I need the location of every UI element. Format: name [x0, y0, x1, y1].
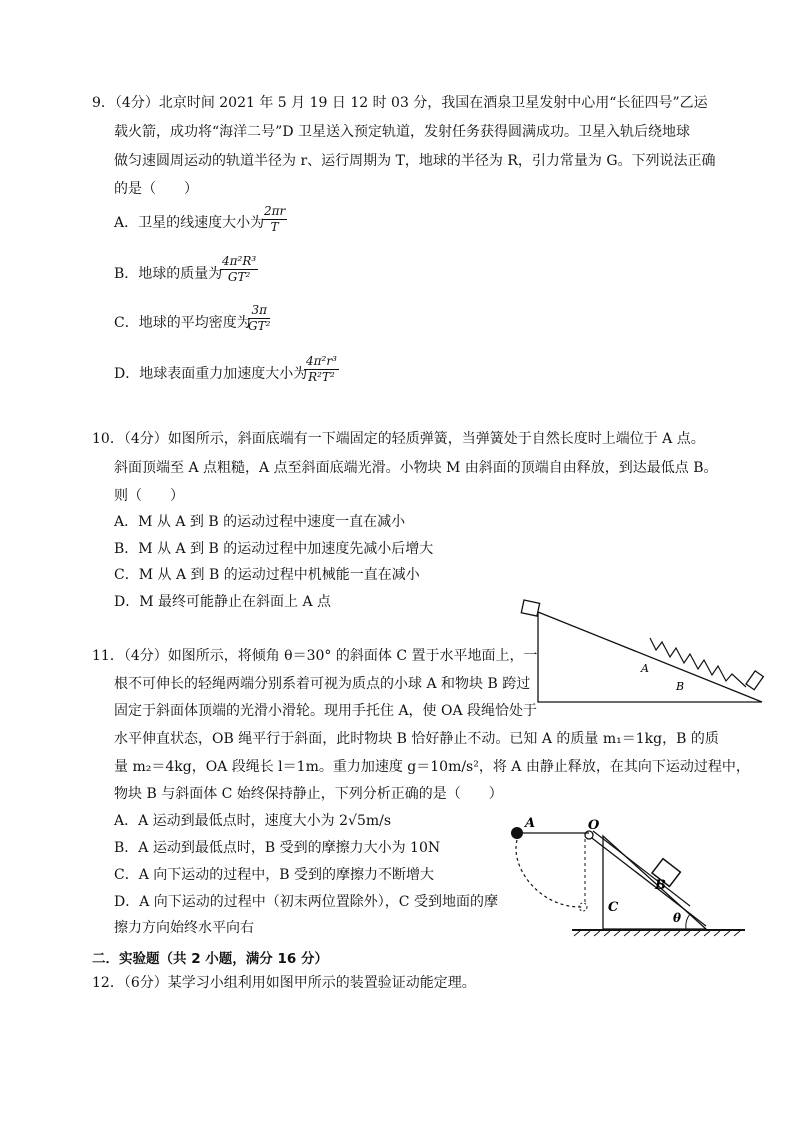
q9-option-a-fraction — [262, 204, 287, 235]
label-a: A — [525, 816, 536, 831]
q11-option-d: D．A 向下运动的过程中（初末两位置除外），C 受到地面的摩 — [114, 894, 498, 910]
label-a: A — [641, 662, 649, 675]
q10-option-b: B．M 从 A 到 B 的运动过程中加速度先减小后增大 — [114, 541, 434, 557]
q11-option-a: A．A 运动到最低点时，速度大小为 2√5m/s — [114, 813, 392, 829]
block-m — [521, 600, 539, 616]
label-o: O — [588, 818, 600, 833]
q10-option-d: D．M 最终可能静止在斜面上 A 点 — [114, 594, 332, 610]
q9-line-1: 9．（4分）北京时间 2021 年 5 月 19 日 12 时 03 分，我国在酒泉卫星发射中心用“长征四号”乙运 — [92, 95, 708, 111]
q11-line-3: 固定于斜面体顶端的光滑小滑轮。现用手托住 A，使 OA 段绳恰处于 — [114, 703, 538, 719]
end-stop — [746, 671, 763, 690]
q9-option-a: A．卫星的线速度大小为 — [114, 215, 265, 231]
incline-surface — [588, 835, 706, 926]
q11-option-c: C．A 向下运动的过程中，B 受到的摩擦力不断增大 — [114, 867, 435, 883]
q9-line-2: 载火箭，成功将“海洋二号”D 卫星送入预定轨道，发射任务获得圆满成功。卫星入轨后绕地球 — [114, 124, 690, 140]
q11-line-6: 物块 B 与斜面体 C 始终保持静止，下列分析正确的是（ ） — [114, 786, 503, 802]
q9-line-3: 做匀速圆周运动的轨道半径为 r、运行周期为 T，地球的半径为 R，引力常量为 G。下列说法正确 — [114, 153, 716, 169]
fraction-numerator: 4π²R³ — [222, 254, 257, 268]
q10-incline-figure — [510, 590, 770, 710]
ball-a — [511, 827, 523, 839]
fraction-denominator: GT² — [248, 319, 271, 333]
fraction-denominator: R²T² — [308, 370, 335, 384]
q9-option-b-fraction — [220, 254, 258, 285]
label-c: C — [608, 900, 619, 915]
section-title: 二．实验题（共 2 小题，满分 16 分） — [92, 951, 328, 967]
q11-line-4: 水平伸直状态，OB 绳平行于斜面，此时物块 B 恰好静止不动。已知 A 的质量 m₁＝1kg，B 的质 — [114, 731, 719, 747]
q11-pulley-figure — [500, 808, 760, 940]
q11-option-b: B．A 运动到最低点时，B 受到的摩擦力大小为 10N — [114, 840, 441, 856]
q11-line-5: 量 m₂＝4kg，OA 段绳长 l＝1m。重力加速度 g＝10m/s²，将 A 由静止释放，在其向下运动过程中， — [114, 759, 750, 775]
incline-outline — [538, 612, 762, 702]
fraction-denominator: GT² — [227, 270, 251, 284]
q10-option-c: C．M 从 A 到 B 的运动过程中机械能一直在减小 — [114, 567, 420, 583]
angle-arc — [686, 914, 690, 929]
q10-option-a: A．M 从 A 到 B 的运动过程中速度一直在减小 — [114, 514, 406, 530]
trajectory — [516, 840, 582, 907]
q9-option-d: D．地球表面重力加速度大小为 — [114, 366, 308, 382]
q9-option-d-fraction — [304, 354, 339, 385]
fraction-numerator: 4π²r³ — [306, 354, 337, 368]
fraction-numerator: 3π — [248, 303, 270, 319]
q9-option-c: C．地球的平均密度为 — [114, 315, 251, 331]
q11-line-1: 11．（4分）如图所示，将倾角 θ＝30° 的斜面体 C 置于水平地面上，一 — [92, 648, 538, 664]
q11-option-d-continued: 擦力方向始终水平向右 — [114, 920, 254, 936]
label-b: B — [676, 680, 685, 693]
label-b: B — [655, 878, 666, 893]
fraction-numerator: 2πr — [264, 204, 286, 218]
ground-hatch — [574, 931, 740, 936]
q10-line-2: 斜面顶端至 A 点粗糙，A 点至斜面底端光滑。小物块 M 由斜面的顶端自由释放，到达最低点 B。 — [114, 460, 718, 476]
q12-line-1: 12．（6分）某学习小组利用如图甲所示的装置验证动能定理。 — [92, 975, 476, 991]
q9-option-b: B．地球的质量为 — [114, 266, 223, 282]
q10-line-1: 10．（4分）如图所示，斜面底端有一下端固定的轻质弹簧，当弹簧处于自然长度时上端位于 A 点。 — [92, 431, 705, 447]
q11-line-2: 根不可伸长的轻绳两端分别系着可视为质点的小球 A 和物块 B 跨过 — [114, 676, 531, 692]
q10-line-3: 则（ ） — [114, 488, 184, 504]
q9-option-c-fraction — [248, 303, 270, 334]
fraction-denominator: T — [270, 220, 279, 234]
label-theta: θ — [673, 911, 682, 925]
q9-line-4: 的是（ ） — [114, 181, 198, 197]
